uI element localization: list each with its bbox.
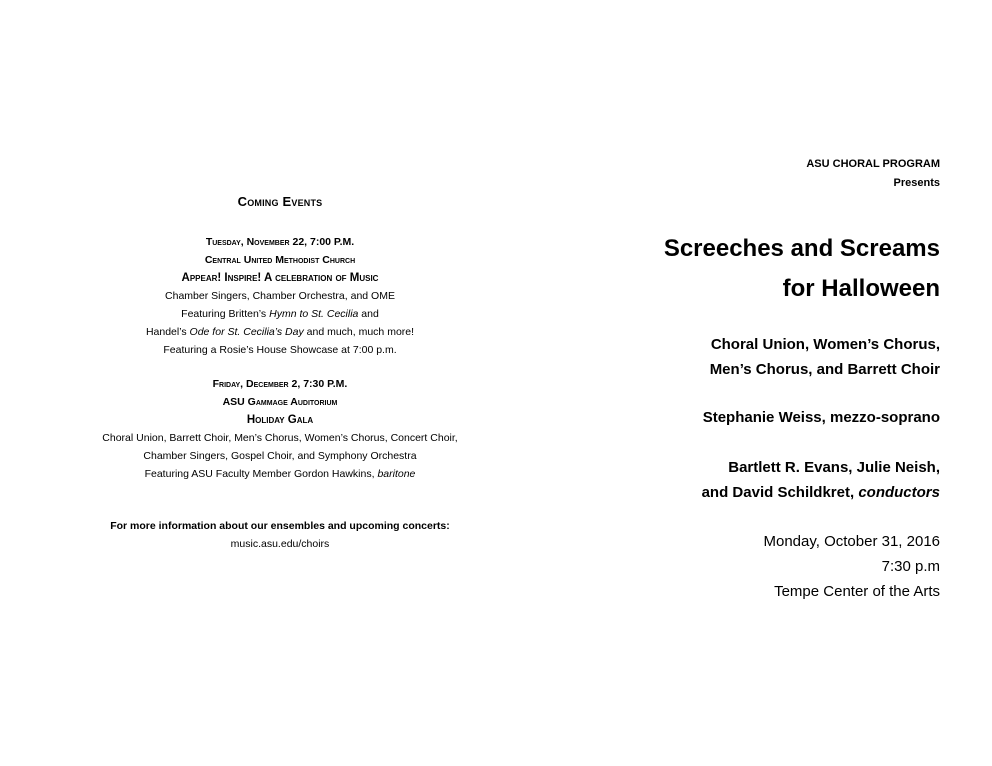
ensembles-line-2: Men’s Chorus, and Barrett Choir: [709, 361, 940, 378]
event-1-handel-suffix: and much, much more!: [303, 326, 415, 338]
event-2: [40, 375, 520, 483]
event-2-featuring-prefix: Featuring ASU Faculty Member Gordon Hawkins,: [144, 468, 378, 480]
more-info-url[interactable]: music.asu.edu/choirs: [230, 538, 330, 550]
event-2-venue: ASU Gammage Auditorium: [222, 396, 338, 408]
conductors-line-1: Bartlett R. Evans, Julie Neish,: [728, 459, 940, 476]
presenter: ASU CHORAL PROGRAM: [806, 158, 940, 170]
event-1-handel-prefix: Handel’s: [145, 326, 190, 338]
coming-events-title: Coming Events: [237, 194, 323, 209]
event-2-featuring: [40, 465, 520, 483]
more-info: [40, 517, 520, 553]
event-1-featuring-suffix: and: [358, 308, 379, 320]
concert-title-line-2: for Halloween: [782, 275, 940, 302]
event-1: [40, 233, 520, 359]
conductors-role: conductors: [858, 484, 940, 501]
conductors-line-2: [702, 482, 940, 504]
event-1-performers: Chamber Singers, Chamber Orchestra, and OME: [165, 290, 395, 302]
event-2-performers-2: Chamber Singers, Gospel Choir, and Symphony Orchestra: [143, 450, 417, 462]
event-2-featuring-role: baritone: [377, 468, 416, 480]
event-1-venue: Central United Methodist Church: [204, 254, 356, 266]
ensembles-line-1: Choral Union, Women’s Chorus,: [710, 336, 940, 353]
event-1-date: Tuesday, November 22, 7:00 P.M.: [205, 236, 355, 248]
event-1-featuring-prefix: Featuring Britten’s: [181, 308, 270, 320]
concert-date: Monday, October 31, 2016: [763, 533, 940, 550]
conductors-line-2-prefix: and David Schildkret,: [701, 484, 859, 501]
event-1-handel: [40, 323, 520, 341]
event-1-handel-work: Ode for St. Cecilia’s Day: [189, 326, 304, 338]
event-1-name: Appear! Inspire! A celebration of Music: [181, 272, 379, 284]
event-2-date: Friday, December 2, 7:30 P.M.: [212, 378, 348, 390]
event-1-featuring: [40, 305, 520, 323]
concert-venue: Tempe Center of the Arts: [774, 583, 940, 600]
concert-time: 7:30 p.m: [881, 558, 940, 575]
presents-label: Presents: [893, 177, 940, 189]
event-2-performers-1: Choral Union, Barrett Choir, Men’s Chorus, Women’s Chorus, Concert Choir,: [102, 432, 458, 444]
event-1-featuring-work: Hymn to St. Cecilia: [269, 308, 359, 320]
event-1-showcase: Featuring a Rosie’s House Showcase at 7:00 p.m.: [163, 344, 397, 356]
concert-title-line-1: Screeches and Screams: [663, 235, 940, 262]
soloist: Stephanie Weiss, mezzo-soprano: [702, 409, 940, 426]
event-2-name: Holiday Gala: [246, 414, 314, 426]
more-info-label: For more information about our ensembles and upcoming concerts:: [110, 520, 450, 532]
